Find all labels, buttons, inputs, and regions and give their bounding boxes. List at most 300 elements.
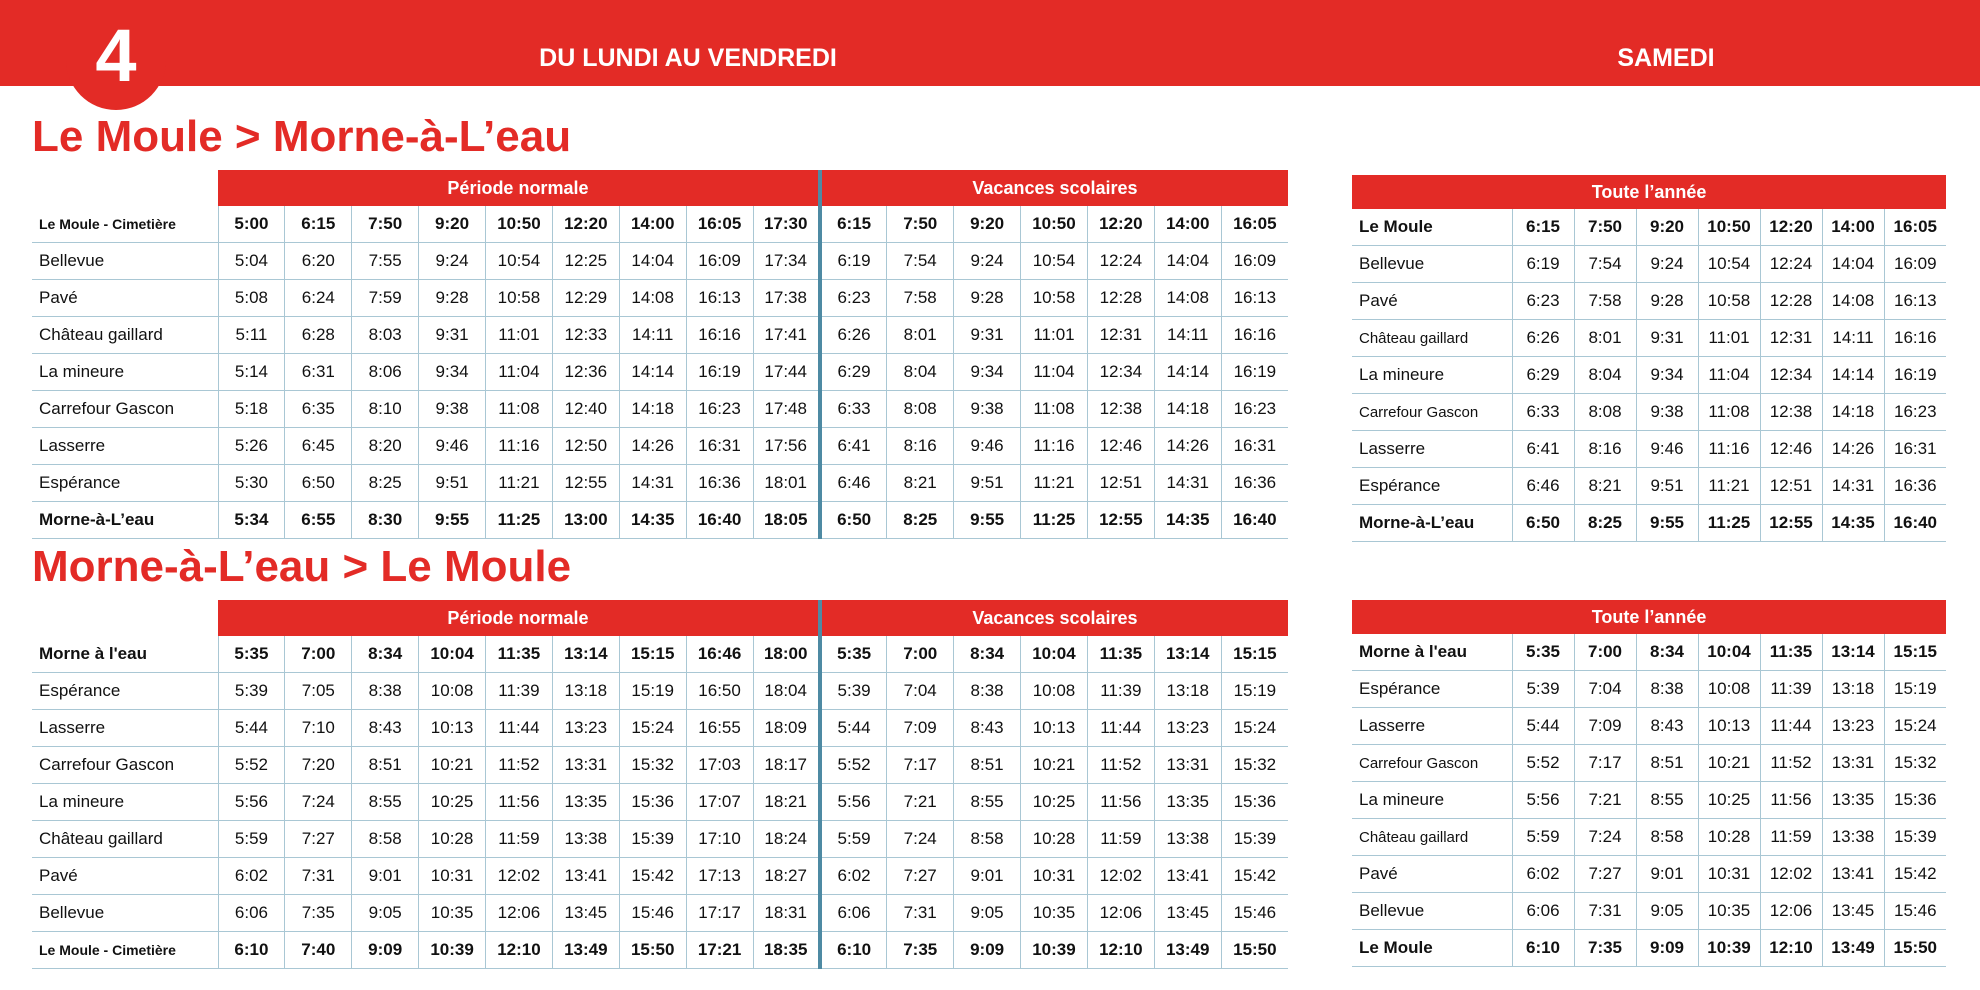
stop-name: Espérance (1352, 468, 1512, 505)
departure-time: 10:50 (486, 206, 553, 243)
table-row (32, 391, 1288, 428)
departure-time: 13:18 (552, 673, 619, 710)
header-spacer (32, 600, 218, 636)
table-row (32, 465, 1288, 502)
departure-time: 14:00 (619, 206, 686, 243)
departure-time: 12:10 (1760, 930, 1822, 967)
departure-time: 15:46 (1884, 893, 1946, 930)
departure-time: 9:46 (419, 428, 486, 465)
departure-time: 13:00 (552, 502, 619, 539)
departure-time: 5:44 (218, 710, 285, 747)
stop-name: Le Moule (1352, 209, 1512, 246)
departure-time: 8:55 (352, 784, 419, 821)
departure-time: 10:08 (419, 673, 486, 710)
departure-time: 16:09 (686, 243, 753, 280)
departure-time: 16:36 (686, 465, 753, 502)
stop-name: Morne à l'eau (32, 636, 218, 673)
departure-time: 15:24 (619, 710, 686, 747)
departure-time: 5:59 (820, 821, 887, 858)
departure-time: 18:31 (753, 895, 820, 932)
departure-time: 14:26 (619, 428, 686, 465)
departure-time: 14:35 (1154, 502, 1221, 539)
departure-time: 12:55 (1760, 505, 1822, 542)
departure-time: 16:19 (686, 354, 753, 391)
departure-time: 15:46 (619, 895, 686, 932)
departure-time: 7:24 (1574, 819, 1636, 856)
departure-time: 18:24 (753, 821, 820, 858)
departure-time: 14:18 (1822, 394, 1884, 431)
departure-time: 13:23 (1154, 710, 1221, 747)
table-row (1352, 671, 1946, 708)
departure-time: 5:59 (1512, 819, 1574, 856)
table-row (1352, 283, 1946, 320)
departure-time: 17:48 (753, 391, 820, 428)
departure-time: 16:09 (1884, 246, 1946, 283)
departure-time: 14:35 (619, 502, 686, 539)
header-spacer (32, 170, 218, 206)
departure-time: 18:00 (753, 636, 820, 673)
departure-time: 9:24 (1636, 246, 1698, 283)
saturday-timetable-return (1352, 600, 1946, 967)
departure-time: 8:34 (1636, 634, 1698, 671)
departure-time: 17:03 (686, 747, 753, 784)
departure-time: 9:55 (1636, 505, 1698, 542)
departure-time: 12:46 (1760, 431, 1822, 468)
departure-time: 10:25 (1698, 782, 1760, 819)
table-row (32, 502, 1288, 539)
departure-time: 16:40 (1221, 502, 1288, 539)
departure-time: 11:56 (1087, 784, 1154, 821)
table-row (32, 206, 1288, 243)
departure-time: 10:35 (1021, 895, 1088, 932)
period-header-row (32, 600, 1288, 636)
departure-time: 16:16 (1884, 320, 1946, 357)
departure-time: 6:45 (285, 428, 352, 465)
departure-time: 6:29 (820, 354, 887, 391)
table-row (32, 858, 1288, 895)
departure-time: 12:10 (486, 932, 553, 969)
departure-time: 9:46 (954, 428, 1021, 465)
stop-name: Morne-à-L’eau (1352, 505, 1512, 542)
departure-time: 12:06 (486, 895, 553, 932)
departure-time: 17:44 (753, 354, 820, 391)
departure-time: 15:15 (619, 636, 686, 673)
departure-time: 8:43 (954, 710, 1021, 747)
departure-time: 13:41 (1822, 856, 1884, 893)
departure-time: 15:32 (1884, 745, 1946, 782)
departure-time: 5:56 (218, 784, 285, 821)
stop-name: Château gaillard (32, 317, 218, 354)
departure-time: 10:54 (486, 243, 553, 280)
table-row (32, 784, 1288, 821)
departure-time: 6:15 (285, 206, 352, 243)
departure-time: 9:01 (352, 858, 419, 895)
departure-time: 9:28 (419, 280, 486, 317)
departure-time: 10:08 (1698, 671, 1760, 708)
departure-time: 11:01 (1021, 317, 1088, 354)
departure-time: 8:58 (352, 821, 419, 858)
departure-time: 9:31 (419, 317, 486, 354)
departure-time: 5:52 (820, 747, 887, 784)
table-row (32, 317, 1288, 354)
departure-time: 11:25 (1698, 505, 1760, 542)
departure-time: 18:04 (753, 673, 820, 710)
departure-time: 8:10 (352, 391, 419, 428)
departure-time: 12:20 (1760, 209, 1822, 246)
stop-name: La mineure (32, 354, 218, 391)
table-row (32, 354, 1288, 391)
departure-time: 15:19 (1884, 671, 1946, 708)
departure-time: 15:50 (1221, 932, 1288, 969)
table-row (32, 747, 1288, 784)
departure-time: 6:46 (1512, 468, 1574, 505)
departure-time: 10:21 (1698, 745, 1760, 782)
departure-time: 13:14 (552, 636, 619, 673)
departure-time: 10:28 (1021, 821, 1088, 858)
departure-time: 10:58 (1021, 280, 1088, 317)
departure-time: 5:56 (820, 784, 887, 821)
departure-time: 6:10 (820, 932, 887, 969)
departure-time: 9:20 (1636, 209, 1698, 246)
departure-time: 11:04 (1021, 354, 1088, 391)
departure-time: 6:02 (1512, 856, 1574, 893)
departure-time: 9:55 (419, 502, 486, 539)
departure-time: 7:00 (1574, 634, 1636, 671)
departure-time: 7:27 (285, 821, 352, 858)
departure-time: 10:35 (419, 895, 486, 932)
departure-time: 8:21 (1574, 468, 1636, 505)
departure-time: 12:55 (1087, 502, 1154, 539)
departure-time: 10:35 (1698, 893, 1760, 930)
departure-time: 16:50 (686, 673, 753, 710)
departure-time: 7:20 (285, 747, 352, 784)
departure-time: 12:46 (1087, 428, 1154, 465)
departure-time: 16:13 (1221, 280, 1288, 317)
departure-time: 13:38 (1154, 821, 1221, 858)
departure-time: 5:04 (218, 243, 285, 280)
departure-time: 8:06 (352, 354, 419, 391)
departure-time: 5:34 (218, 502, 285, 539)
departure-time: 17:10 (686, 821, 753, 858)
departure-time: 16:05 (1884, 209, 1946, 246)
stop-name: Le Moule (1352, 930, 1512, 967)
departure-time: 6:23 (1512, 283, 1574, 320)
departure-time: 11:39 (1760, 671, 1822, 708)
departure-time: 5:26 (218, 428, 285, 465)
departure-time: 11:59 (486, 821, 553, 858)
departure-time: 12:36 (552, 354, 619, 391)
departure-time: 14:14 (1154, 354, 1221, 391)
departure-time: 9:01 (954, 858, 1021, 895)
departure-time: 8:16 (1574, 431, 1636, 468)
departure-time: 13:41 (1154, 858, 1221, 895)
departure-time: 16:09 (1221, 243, 1288, 280)
departure-time: 8:34 (954, 636, 1021, 673)
departure-time: 8:43 (352, 710, 419, 747)
departure-time: 8:51 (954, 747, 1021, 784)
departure-time: 6:10 (218, 932, 285, 969)
departure-time: 15:15 (1884, 634, 1946, 671)
departure-time: 5:14 (218, 354, 285, 391)
departure-time: 7:40 (285, 932, 352, 969)
departure-time: 7:17 (1574, 745, 1636, 782)
departure-time: 7:31 (1574, 893, 1636, 930)
departure-time: 7:35 (887, 932, 954, 969)
departure-time: 14:04 (1822, 246, 1884, 283)
table-row (1352, 856, 1946, 893)
departure-time: 12:50 (552, 428, 619, 465)
departure-time: 7:27 (887, 858, 954, 895)
departure-time: 6:26 (820, 317, 887, 354)
departure-time: 12:51 (1760, 468, 1822, 505)
stop-name: Bellevue (32, 243, 218, 280)
departure-time: 9:05 (1636, 893, 1698, 930)
departure-time: 10:39 (1698, 930, 1760, 967)
departure-time: 11:52 (1760, 745, 1822, 782)
departure-time: 11:21 (486, 465, 553, 502)
departure-time: 12:31 (1087, 317, 1154, 354)
period-holidays-header: Vacances scolaires (820, 170, 1288, 206)
departure-time: 14:14 (619, 354, 686, 391)
departure-time: 8:38 (352, 673, 419, 710)
departure-time: 8:01 (887, 317, 954, 354)
departure-time: 16:40 (1884, 505, 1946, 542)
departure-time: 11:25 (1021, 502, 1088, 539)
departure-time: 5:44 (1512, 708, 1574, 745)
departure-time: 7:04 (1574, 671, 1636, 708)
departure-time: 13:23 (1822, 708, 1884, 745)
departure-time: 13:35 (552, 784, 619, 821)
departure-time: 9:20 (954, 206, 1021, 243)
departure-time: 11:52 (486, 747, 553, 784)
departure-time: 12:33 (552, 317, 619, 354)
departure-time: 8:58 (954, 821, 1021, 858)
departure-time: 7:55 (352, 243, 419, 280)
departure-time: 12:28 (1760, 283, 1822, 320)
departure-time: 14:11 (619, 317, 686, 354)
departure-time: 11:21 (1698, 468, 1760, 505)
departure-time: 7:50 (352, 206, 419, 243)
departure-time: 9:31 (1636, 320, 1698, 357)
departure-time: 8:25 (1574, 505, 1636, 542)
departure-time: 15:32 (619, 747, 686, 784)
departure-time: 18:27 (753, 858, 820, 895)
departure-time: 10:13 (1698, 708, 1760, 745)
departure-time: 13:45 (1154, 895, 1221, 932)
departure-time: 6:20 (285, 243, 352, 280)
departure-time: 7:21 (1574, 782, 1636, 819)
table-row (1352, 708, 1946, 745)
departure-time: 14:08 (619, 280, 686, 317)
departure-time: 10:04 (1021, 636, 1088, 673)
departure-time: 8:20 (352, 428, 419, 465)
departure-time: 12:06 (1087, 895, 1154, 932)
departure-time: 6:50 (1512, 505, 1574, 542)
departure-time: 16:13 (686, 280, 753, 317)
departure-time: 12:31 (1760, 320, 1822, 357)
stop-name: Le Moule - Cimetière (32, 206, 218, 243)
table-row (32, 895, 1288, 932)
departure-time: 6:15 (820, 206, 887, 243)
departure-time: 12:29 (552, 280, 619, 317)
departure-time: 6:02 (820, 858, 887, 895)
stop-name: Bellevue (1352, 246, 1512, 283)
departure-time: 6:41 (1512, 431, 1574, 468)
departure-time: 14:31 (1154, 465, 1221, 502)
departure-time: 7:54 (887, 243, 954, 280)
departure-time: 12:02 (486, 858, 553, 895)
departure-time: 15:50 (1884, 930, 1946, 967)
departure-time: 8:04 (1574, 357, 1636, 394)
departure-time: 16:31 (1221, 428, 1288, 465)
departure-time: 12:51 (1087, 465, 1154, 502)
departure-time: 17:56 (753, 428, 820, 465)
departure-time: 7:17 (887, 747, 954, 784)
departure-time: 12:55 (552, 465, 619, 502)
departure-time: 7:00 (887, 636, 954, 673)
departure-time: 15:19 (1221, 673, 1288, 710)
departure-time: 12:40 (552, 391, 619, 428)
departure-time: 11:04 (486, 354, 553, 391)
departure-time: 6:26 (1512, 320, 1574, 357)
departure-time: 13:35 (1822, 782, 1884, 819)
departure-time: 14:08 (1822, 283, 1884, 320)
departure-time: 11:44 (1760, 708, 1822, 745)
departure-time: 15:36 (1884, 782, 1946, 819)
departure-time: 15:39 (1884, 819, 1946, 856)
departure-time: 9:09 (352, 932, 419, 969)
departure-time: 9:09 (1636, 930, 1698, 967)
departure-time: 7:05 (285, 673, 352, 710)
departure-time: 8:38 (954, 673, 1021, 710)
departure-time: 7:09 (1574, 708, 1636, 745)
departure-time: 16:23 (1221, 391, 1288, 428)
period-holidays-header: Vacances scolaires (820, 600, 1288, 636)
departure-time: 14:31 (1822, 468, 1884, 505)
departure-time: 16:36 (1884, 468, 1946, 505)
departure-time: 12:24 (1087, 243, 1154, 280)
departure-time: 11:01 (1698, 320, 1760, 357)
departure-time: 9:55 (954, 502, 1021, 539)
departure-time: 5:39 (1512, 671, 1574, 708)
departure-time: 8:04 (887, 354, 954, 391)
stop-name: Lasserre (32, 710, 218, 747)
departure-time: 16:23 (1884, 394, 1946, 431)
table-row (32, 428, 1288, 465)
departure-time: 9:34 (954, 354, 1021, 391)
departure-time: 6:50 (285, 465, 352, 502)
departure-time: 5:39 (218, 673, 285, 710)
departure-time: 6:50 (820, 502, 887, 539)
departure-time: 16:05 (686, 206, 753, 243)
route-title-return: Morne-à-L’eau > Le Moule (32, 542, 572, 591)
departure-time: 11:04 (1698, 357, 1760, 394)
period-normal-header: Période normale (218, 170, 820, 206)
departure-time: 6:35 (285, 391, 352, 428)
departure-time: 10:58 (1698, 283, 1760, 320)
departure-time: 13:49 (552, 932, 619, 969)
departure-time: 10:50 (1698, 209, 1760, 246)
departure-time: 6:19 (820, 243, 887, 280)
departure-time: 11:56 (486, 784, 553, 821)
departure-time: 6:02 (218, 858, 285, 895)
departure-time: 7:35 (1574, 930, 1636, 967)
departure-time: 13:38 (552, 821, 619, 858)
departure-time: 5:59 (218, 821, 285, 858)
departure-time: 14:31 (619, 465, 686, 502)
departure-time: 7:21 (887, 784, 954, 821)
saturday-label: SAMEDI (1617, 44, 1715, 72)
departure-time: 15:32 (1221, 747, 1288, 784)
departure-time: 13:41 (552, 858, 619, 895)
departure-time: 12:10 (1087, 932, 1154, 969)
departure-time: 15:19 (619, 673, 686, 710)
departure-time: 8:55 (1636, 782, 1698, 819)
stop-name: La mineure (1352, 357, 1512, 394)
departure-time: 6:28 (285, 317, 352, 354)
departure-time: 5:11 (218, 317, 285, 354)
departure-time: 15:42 (1884, 856, 1946, 893)
departure-time: 12:34 (1760, 357, 1822, 394)
table-row (32, 280, 1288, 317)
period-header-row (1352, 175, 1946, 209)
departure-time: 17:38 (753, 280, 820, 317)
departure-time: 11:39 (486, 673, 553, 710)
departure-time: 5:52 (218, 747, 285, 784)
departure-time: 5:08 (218, 280, 285, 317)
departure-time: 5:35 (218, 636, 285, 673)
stop-name: Pavé (1352, 283, 1512, 320)
departure-time: 7:50 (887, 206, 954, 243)
departure-time: 12:28 (1087, 280, 1154, 317)
departure-time: 7:10 (285, 710, 352, 747)
departure-time: 11:08 (1021, 391, 1088, 428)
departure-time: 11:35 (486, 636, 553, 673)
departure-time: 14:04 (619, 243, 686, 280)
departure-time: 18:21 (753, 784, 820, 821)
departure-time: 16:16 (686, 317, 753, 354)
departure-time: 11:08 (1698, 394, 1760, 431)
table-row (1352, 782, 1946, 819)
departure-time: 7:31 (887, 895, 954, 932)
stop-name: Pavé (32, 858, 218, 895)
stop-name: Château gaillard (1352, 819, 1512, 856)
departure-time: 9:24 (419, 243, 486, 280)
stop-name: Lasserre (1352, 708, 1512, 745)
departure-time: 10:28 (419, 821, 486, 858)
departure-time: 6:24 (285, 280, 352, 317)
table-row (32, 636, 1288, 673)
departure-time: 12:20 (552, 206, 619, 243)
departure-time: 10:28 (1698, 819, 1760, 856)
departure-time: 13:14 (1154, 636, 1221, 673)
departure-time: 14:11 (1822, 320, 1884, 357)
period-all-year-header: Toute l’année (1352, 600, 1946, 634)
departure-time: 7:58 (887, 280, 954, 317)
departure-time: 11:59 (1087, 821, 1154, 858)
departure-time: 11:16 (486, 428, 553, 465)
period-normal-header: Période normale (218, 600, 820, 636)
departure-time: 13:35 (1154, 784, 1221, 821)
departure-time: 6:46 (820, 465, 887, 502)
departure-time: 8:55 (954, 784, 1021, 821)
departure-time: 16:19 (1884, 357, 1946, 394)
departure-time: 11:52 (1087, 747, 1154, 784)
departure-time: 6:55 (285, 502, 352, 539)
departure-time: 11:56 (1760, 782, 1822, 819)
departure-time: 8:51 (352, 747, 419, 784)
stop-name: Le Moule - Cimetière (32, 932, 218, 969)
